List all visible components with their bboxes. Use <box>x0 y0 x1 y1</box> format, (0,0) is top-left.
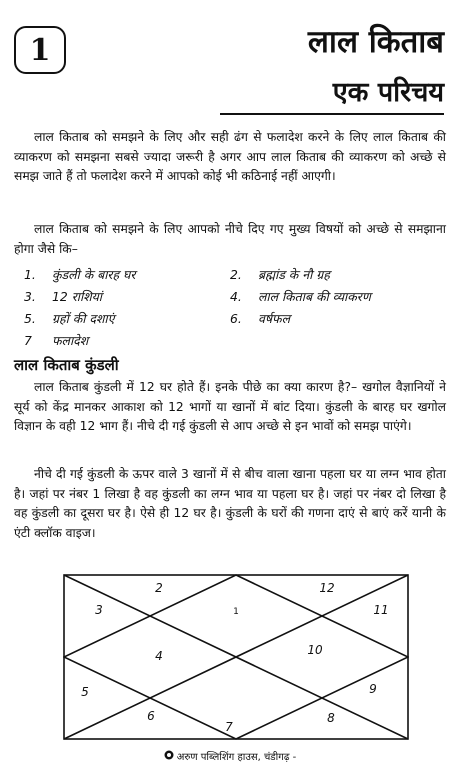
footer <box>0 749 460 763</box>
house-number-10: 10 <box>307 643 323 657</box>
page-title: लाल किताब <box>307 24 444 60</box>
list-item-label: 12 राशियां <box>52 289 103 304</box>
house-number-11: 11 <box>373 603 389 617</box>
list-item <box>24 310 114 327</box>
house-number-12: 12 <box>319 581 335 595</box>
list-item-number: 7 <box>24 333 32 348</box>
chapter-number: 1 <box>14 26 66 74</box>
list-item-number: 4. <box>230 289 242 304</box>
house-number-4: 4 <box>155 649 163 663</box>
kundli-chart <box>63 574 409 740</box>
kundli-paragraph-2-text: नीचे दी गई कुंडली के ऊपर वाले 3 खानों में से बीच वाला खाना पहला घर या लग्न भाव होता है। जहां पर नंबर 1 लिखा है वह कुंडली का लग्न भाव या पहला घर है। जहां पर नंबर दो लिखा है वह कुंडली का दूसरा घर है। ऐसे ही 12 घर है। कुंडली के घरों की गणना दाएं से बाएं करें यानी के एंटी क्लॉक वाइज। <box>14 467 446 540</box>
intro-paragraph-1 <box>14 128 446 187</box>
publisher-logo-icon <box>164 750 174 763</box>
list-item-label: लाल किताब की व्याकरण <box>258 289 371 304</box>
house-number-9: 9 <box>369 682 377 696</box>
house-number-7: 7 <box>225 720 233 734</box>
list-item-label: कुंडली के बारह घर <box>52 267 136 282</box>
intro-paragraph-2 <box>14 220 446 259</box>
publisher-name: अरुण पब्लिशिंग हाउस, चंडीगढ़ - <box>176 752 297 763</box>
kundli-paragraph-2 <box>14 465 446 543</box>
house-number-2: 2 <box>155 581 163 595</box>
list-item-label: वर्षफल <box>258 311 291 326</box>
house-number-1: 1 <box>233 607 239 617</box>
list-item <box>230 288 371 305</box>
list-item-label: ब्रह्मांड के नौ ग्रह <box>258 267 330 282</box>
house-number-5: 5 <box>81 685 89 699</box>
kundli-paragraph-1-text: लाल किताब कुंडली में 12 घर होते हैं। इनके पीछे का क्या कारण है?– खगोल वैज्ञानियों ने सूर्य को केंद्र मानकर आकाश को 12 भागों या खानों में बांट दिया। कुंडली के बारह घर खगोल विज्ञान के वही 12 भाग हैं। नीचे दी गई कुंडली से आप अच्छे से इन भावों को समझ पाएंगे। <box>14 380 446 433</box>
section-heading: लाल किताब कुंडली <box>14 356 119 374</box>
intro-paragraph-2-text: लाल किताब को समझने के लिए आपको नीचे दिए गए मुख्य विषयों को अच्छे से समझाना होगा जैसे कि– <box>14 222 446 256</box>
list-item-number: 2. <box>230 267 242 282</box>
title-underline <box>220 113 444 115</box>
list-item <box>230 310 290 327</box>
intro-paragraph-1-text: लाल किताब को समझने के लिए और सही ढंग से फलादेश करने के लिए लाल किताब की व्याकरण को समझना सबसे ज्यादा जरूरी है अगर आप लाल किताब की व्याकरण को अच्छे से समझ जाते हैं तो फलादेश करने में आपको कोई भी कठिनाई नहीं आएगी। <box>14 130 446 183</box>
list-item-number: 5. <box>24 311 36 326</box>
list-item <box>24 288 102 305</box>
list-item-number: 1. <box>24 267 36 282</box>
house-number-3: 3 <box>95 603 103 617</box>
kundli-paragraph-1 <box>14 378 446 437</box>
list-item-label: फलादेश <box>52 333 89 348</box>
house-number-8: 8 <box>327 711 335 725</box>
list-item <box>230 266 330 283</box>
list-item-label: ग्रहों की दशाएं <box>52 311 115 326</box>
list-item-number: 3. <box>24 289 36 304</box>
page-subtitle: एक परिचय <box>332 77 444 108</box>
list-item <box>24 332 88 349</box>
house-number-6: 6 <box>147 709 155 723</box>
list-item-number: 6. <box>230 311 242 326</box>
list-item <box>24 266 135 283</box>
